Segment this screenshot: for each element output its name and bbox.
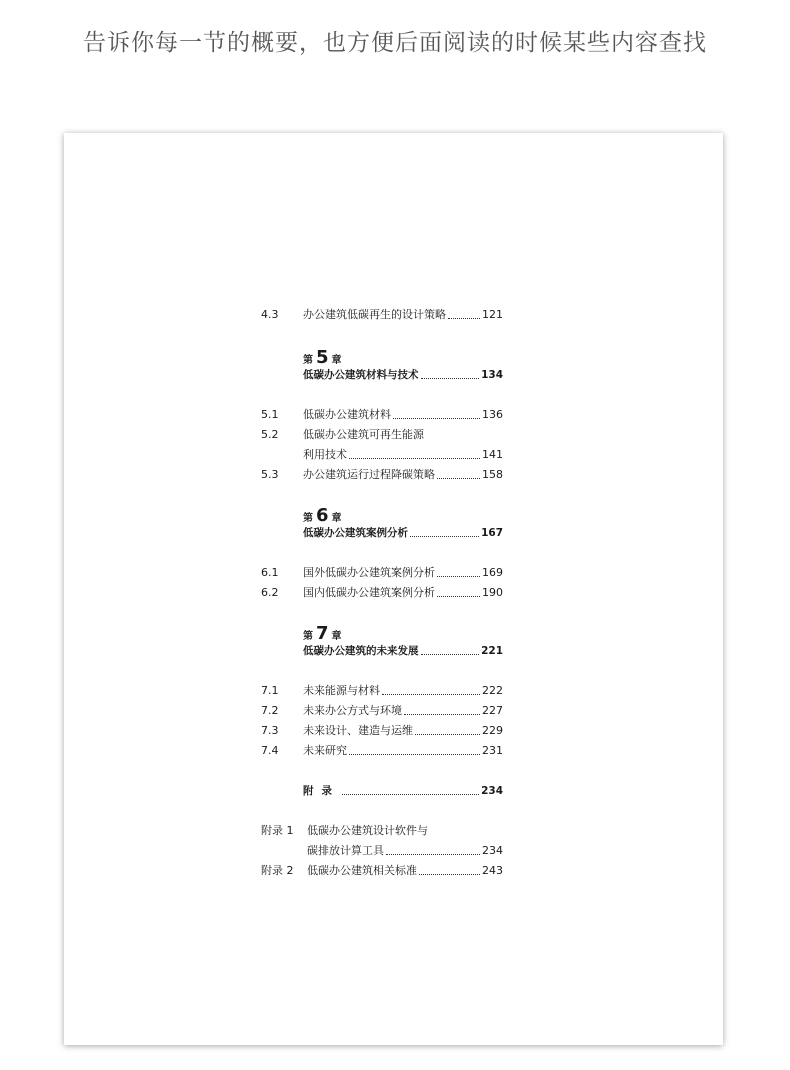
page-number: 229 <box>482 724 503 737</box>
leader-dots <box>421 654 480 655</box>
toc-entry-appendix-1-cont[interactable] <box>261 841 503 861</box>
chapter-title-row <box>303 523 503 543</box>
leader-dots <box>393 418 480 419</box>
section-title: 国外低碳办公建筑案例分析 <box>303 566 435 579</box>
chapter-number: 6 <box>316 505 329 526</box>
section-number: 7.1 <box>261 684 279 697</box>
appendix-number: 附录 2 <box>261 864 294 877</box>
chapter-number: 5 <box>316 347 329 368</box>
toc-entry-7-4[interactable] <box>261 741 503 761</box>
section-number: 7.3 <box>261 724 279 737</box>
section-title: 未来研究 <box>303 744 347 757</box>
section-number: 5.2 <box>261 428 279 441</box>
toc-entry-6-2[interactable] <box>261 583 503 603</box>
appendix-title: 附录 <box>303 785 340 797</box>
toc-entry-5-2-cont[interactable] <box>261 445 503 465</box>
leader-dots <box>415 734 480 735</box>
toc-entry-4-3[interactable] <box>261 305 503 325</box>
chapter-title: 低碳办公建筑的未来发展 <box>303 645 419 657</box>
toc-entry-5-2[interactable] <box>261 425 503 445</box>
page-number: 234 <box>481 785 503 797</box>
leader-dots <box>421 378 480 379</box>
chapter-label: 第 6 章 <box>303 505 342 526</box>
chapter-label: 第 5 章 <box>303 347 342 368</box>
page-number: 141 <box>482 448 503 461</box>
section-number: 7.2 <box>261 704 279 717</box>
chapter-number: 7 <box>316 623 329 644</box>
leader-dots <box>419 874 480 875</box>
section-title: 办公建筑低碳再生的设计策略 <box>303 308 446 321</box>
page-number: 234 <box>482 844 503 857</box>
section-title: 国内低碳办公建筑案例分析 <box>303 586 435 599</box>
page-number: 167 <box>481 527 503 539</box>
toc-entry-5-1[interactable] <box>261 405 503 425</box>
leader-dots <box>437 596 480 597</box>
toc-entry-appendix-2[interactable] <box>261 861 503 881</box>
page-number: 222 <box>482 684 503 697</box>
appendix-number: 附录 1 <box>261 824 294 837</box>
leader-dots <box>349 458 480 459</box>
section-title: 未来设计、建造与运维 <box>303 724 413 737</box>
toc-entry-7-3[interactable] <box>261 721 503 741</box>
table-of-contents <box>261 305 503 881</box>
toc-entry-6-1[interactable] <box>261 563 503 583</box>
section-number: 6.2 <box>261 586 279 599</box>
chapter-5[interactable] <box>261 347 503 385</box>
chapter-6[interactable] <box>261 505 503 543</box>
section-title-continued: 利用技术 <box>303 448 347 461</box>
appendix-entry-title: 低碳办公建筑设计软件与 <box>307 824 428 837</box>
page-number: 231 <box>482 744 503 757</box>
section-title: 办公建筑运行过程降碳策略 <box>303 468 435 481</box>
leader-dots <box>342 794 479 795</box>
section-title: 低碳办公建筑可再生能源 <box>303 428 424 441</box>
toc-entry-7-1[interactable] <box>261 681 503 701</box>
section-number: 5.3 <box>261 468 279 481</box>
section-number: 6.1 <box>261 566 279 579</box>
section-number: 7.4 <box>261 744 279 757</box>
appendix-entry-title: 低碳办公建筑相关标准 <box>307 864 417 877</box>
page-number: 136 <box>482 408 503 421</box>
leader-dots <box>410 536 479 537</box>
headline: 告诉你每一节的概要，也方便后面阅读的时候某些内容查找 <box>83 30 707 56</box>
chapter-7[interactable] <box>261 623 503 661</box>
leader-dots <box>349 754 480 755</box>
chapter-title: 低碳办公建筑案例分析 <box>303 527 408 539</box>
leader-dots <box>382 694 480 695</box>
toc-entry-appendix-1[interactable] <box>261 821 503 841</box>
document-page <box>64 133 723 1045</box>
chapter-title: 低碳办公建筑材料与技术 <box>303 369 419 381</box>
section-title: 低碳办公建筑材料 <box>303 408 391 421</box>
leader-dots <box>404 714 480 715</box>
section-number: 5.1 <box>261 408 279 421</box>
page-number: 221 <box>481 645 503 657</box>
toc-entry-5-3[interactable] <box>261 465 503 485</box>
page-number: 243 <box>482 864 503 877</box>
appendix-heading[interactable] <box>261 781 503 801</box>
section-title: 未来办公方式与环境 <box>303 704 402 717</box>
chapter-title-row <box>303 641 503 661</box>
leader-dots <box>437 478 480 479</box>
page-number: 169 <box>482 566 503 579</box>
leader-dots <box>386 854 480 855</box>
page-number: 121 <box>482 308 503 321</box>
section-number: 4.3 <box>261 308 279 321</box>
leader-dots <box>437 576 480 577</box>
page-number: 227 <box>482 704 503 717</box>
chapter-label: 第 7 章 <box>303 623 342 644</box>
section-title: 未来能源与材料 <box>303 684 380 697</box>
page-number: 190 <box>482 586 503 599</box>
chapter-title-row <box>303 365 503 385</box>
leader-dots <box>448 318 480 319</box>
page-number: 158 <box>482 468 503 481</box>
appendix-entry-title-continued: 碳排放计算工具 <box>307 844 384 857</box>
page-number: 134 <box>481 369 503 381</box>
toc-entry-7-2[interactable] <box>261 701 503 721</box>
